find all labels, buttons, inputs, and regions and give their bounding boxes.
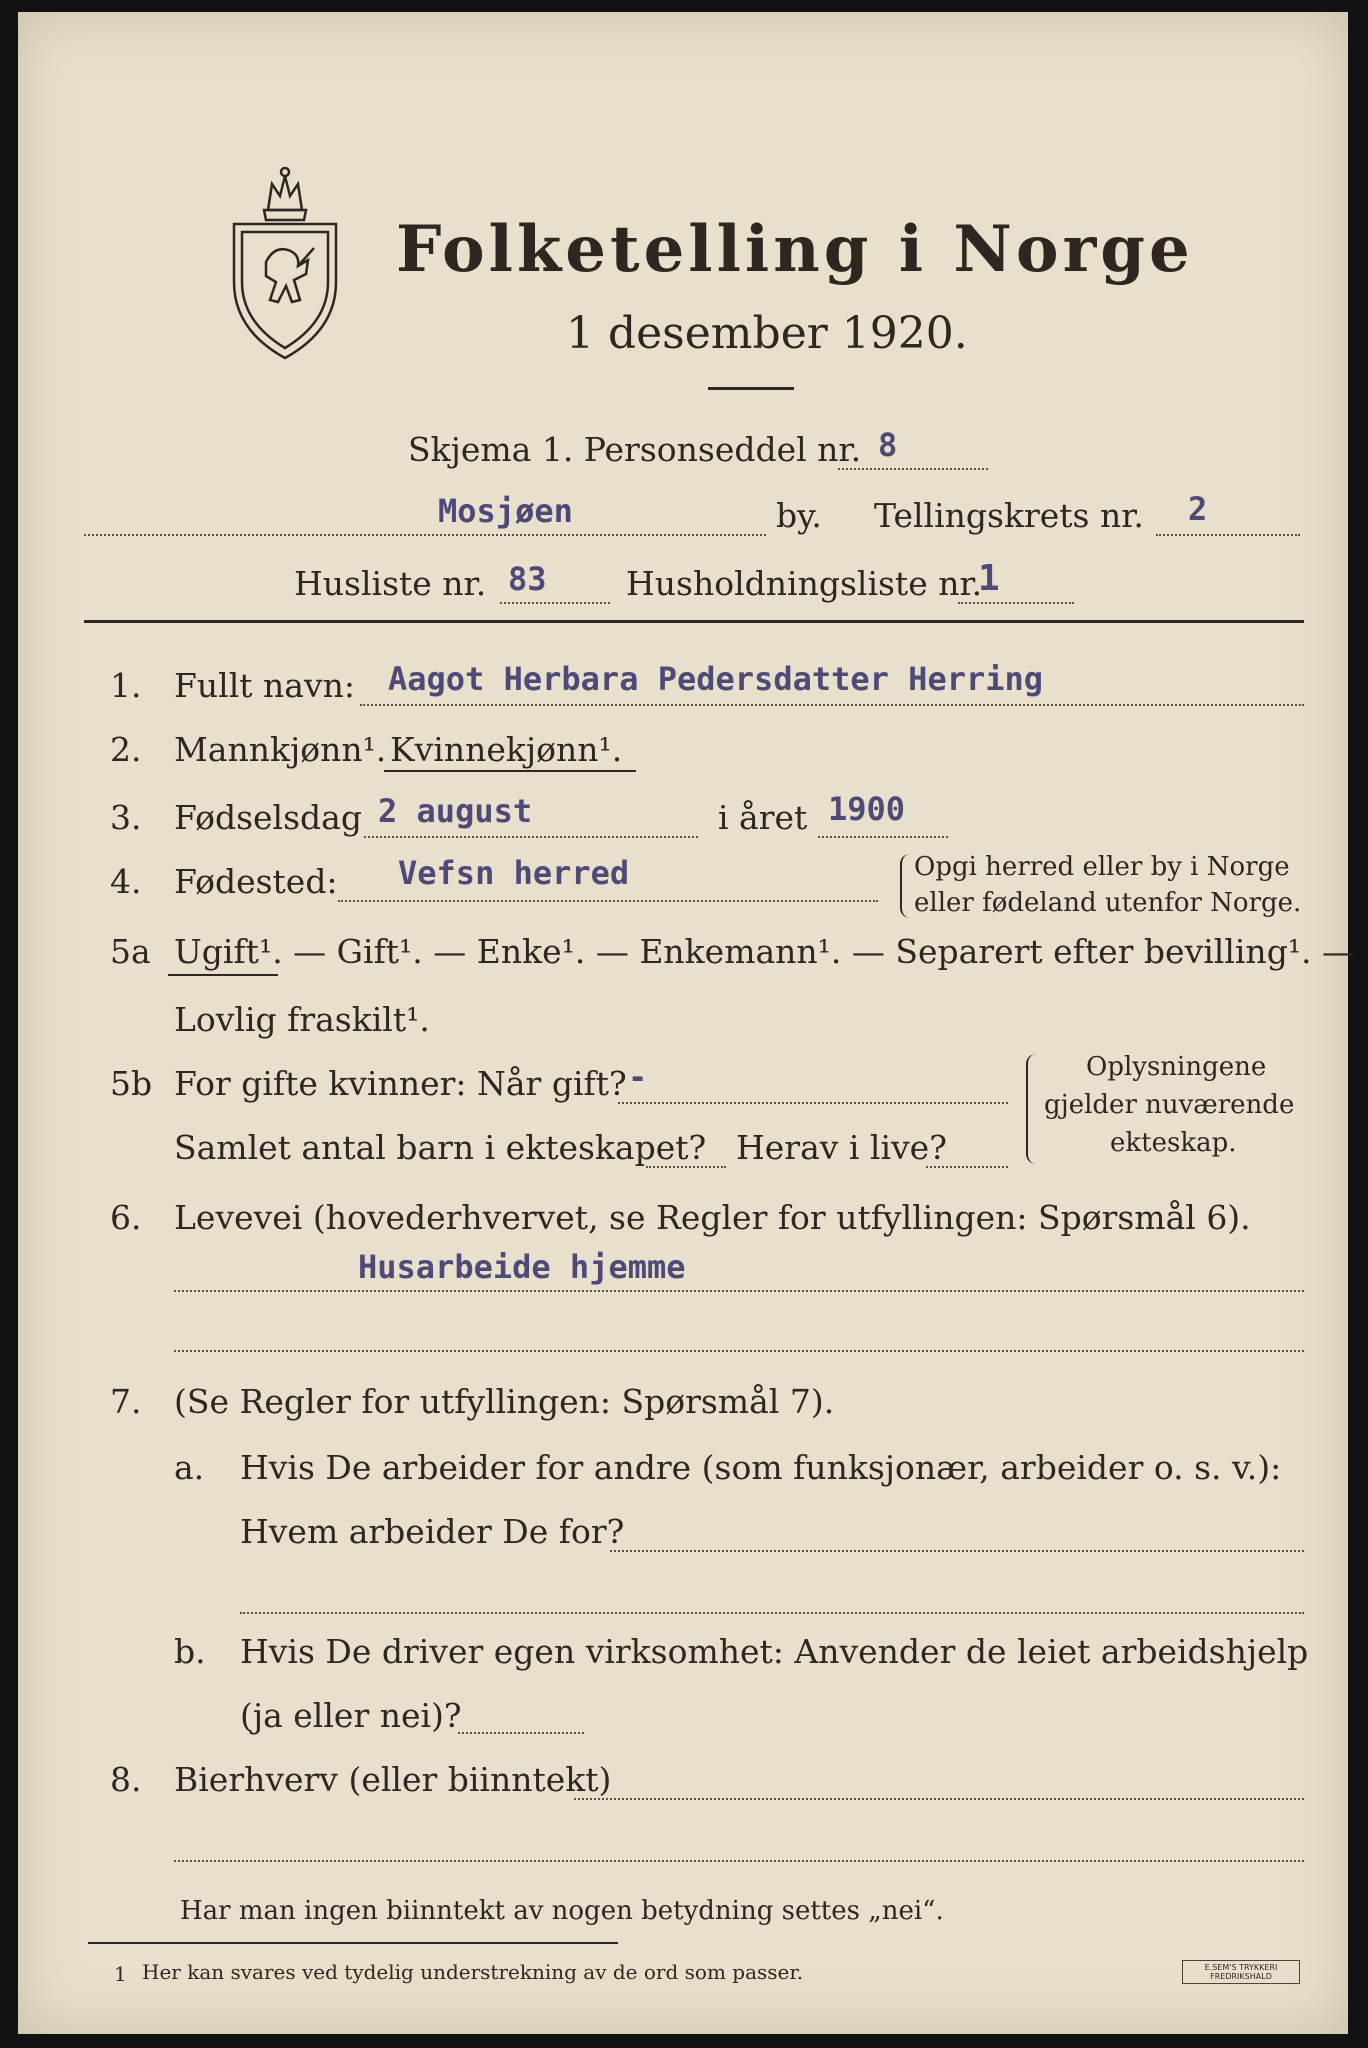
census-form-page bbox=[18, 12, 1356, 2034]
q6-number: 6. bbox=[110, 1198, 142, 1237]
printer-stamp-line2: FREDRIKSHALD bbox=[1210, 1972, 1272, 1981]
form-title: Folketelling i Norge bbox=[396, 212, 1194, 287]
q5b-married-label: For gifte kvinner: Når gift? bbox=[174, 1064, 627, 1103]
gender-female-option[interactable]: Kvinnekjønn¹. bbox=[390, 730, 623, 769]
q8-label: Bierhverv (eller biinntekt) bbox=[174, 1760, 612, 1799]
by-label: by. bbox=[776, 496, 822, 535]
q3-label: Fødselsdag bbox=[174, 798, 362, 837]
husholdning-label: Husholdningsliste nr. bbox=[626, 564, 983, 603]
q4-note-line2: eller fødeland utenfor Norge. bbox=[914, 888, 1302, 918]
footnote-rule bbox=[88, 1942, 618, 1944]
q3-year-label: i året bbox=[718, 798, 808, 837]
birthplace-field[interactable] bbox=[338, 900, 878, 902]
by-field[interactable] bbox=[84, 534, 766, 536]
side-income-field[interactable] bbox=[574, 1798, 1304, 1800]
title-divider bbox=[708, 387, 794, 390]
header-rule bbox=[84, 620, 1304, 623]
q5b-note-line1: Oplysningene bbox=[1086, 1052, 1267, 1082]
q7b-line2: (ja eller nei)? bbox=[240, 1696, 462, 1735]
q7a-line2: Hvem arbeider De for? bbox=[240, 1512, 625, 1551]
q7-label: (Se Regler for utfyllingen: Spørsmål 7). bbox=[174, 1382, 835, 1421]
q5b-children-label: Samlet antal barn i ekteskapet? bbox=[174, 1128, 707, 1167]
birthday-field[interactable] bbox=[364, 836, 698, 838]
norway-coat-of-arms-icon bbox=[228, 162, 343, 362]
husholdning-value: 1 bbox=[978, 558, 1000, 599]
q2-number: 2. bbox=[110, 730, 142, 769]
birth-year-field[interactable] bbox=[818, 836, 948, 838]
marital-status-underline bbox=[168, 974, 278, 976]
q5b-note-brace bbox=[1026, 1054, 1038, 1164]
tellingskrets-label: Tellingskrets nr. bbox=[874, 496, 1144, 535]
hired-help-field[interactable] bbox=[458, 1732, 584, 1734]
full-name-field[interactable] bbox=[360, 704, 1304, 706]
q7a-number: a. bbox=[174, 1448, 205, 1487]
census-date: 1 desember 1920. bbox=[566, 308, 968, 359]
birth-year-value: 1900 bbox=[828, 790, 906, 828]
gender-male-option[interactable]: Mannkjønn¹. bbox=[174, 730, 387, 769]
q7b-number: b. bbox=[174, 1632, 206, 1671]
q3-number: 3. bbox=[110, 798, 142, 837]
gender-female-underline bbox=[384, 770, 636, 772]
occupation-value: Husarbeide hjemme bbox=[358, 1248, 686, 1286]
q4-number: 4. bbox=[110, 862, 142, 901]
footnote-number: 1 bbox=[114, 1962, 127, 1986]
q8-note: Har man ingen biinntekt av nogen betydning settes „nei“. bbox=[180, 1896, 944, 1926]
birthday-value: 2 august bbox=[378, 792, 533, 830]
children-total-field[interactable] bbox=[646, 1166, 726, 1168]
q7b-line1: Hvis De driver egen virksomhet: Anvender de leiet arbeidshjelp bbox=[240, 1632, 1309, 1671]
by-value: Mosjøen bbox=[438, 492, 573, 530]
marital-status-divorced-option[interactable]: Lovlig fraskilt¹. bbox=[174, 1000, 430, 1039]
married-when-value: - bbox=[628, 1058, 648, 1096]
tellingskrets-value: 2 bbox=[1188, 490, 1208, 528]
husliste-label: Husliste nr. bbox=[294, 564, 487, 603]
q4-label: Fødested: bbox=[174, 862, 338, 901]
q1-label: Fullt navn: bbox=[174, 666, 355, 705]
skjema-nr-field[interactable] bbox=[838, 468, 988, 470]
marital-status-options[interactable]: Ugift¹. — Gift¹. — Enke¹. — Enkemann¹. — Separert efter bevilling¹. — bbox=[174, 932, 1356, 971]
skjema-nr-value: 8 bbox=[878, 426, 898, 464]
skjema-label: Skjema 1. Personseddel nr. bbox=[408, 430, 862, 469]
q7a-line1: Hvis De arbeider for andre (som funksjonær, arbeider o. s. v.): bbox=[240, 1448, 1282, 1487]
married-when-field[interactable] bbox=[618, 1102, 1008, 1104]
q6-label: Levevei (hovederhvervet, se Regler for utfyllingen: Spørsmål 6). bbox=[174, 1198, 1251, 1237]
tellingskrets-field[interactable] bbox=[1156, 534, 1300, 536]
footnote-text: Her kan svares ved tydelig understrekning av de ord som passer. bbox=[142, 1960, 804, 1984]
employer-field[interactable] bbox=[610, 1550, 1304, 1552]
q4-note-brace bbox=[900, 854, 910, 918]
husholdning-field[interactable] bbox=[958, 602, 1074, 604]
q4-note-line1: Opgi herred eller by i Norge bbox=[914, 852, 1290, 882]
side-income-field-line2[interactable] bbox=[174, 1860, 1304, 1862]
q8-number: 8. bbox=[110, 1760, 142, 1799]
q5a-number: 5a bbox=[110, 932, 151, 971]
q5b-number: 5b bbox=[110, 1064, 153, 1103]
children-alive-field[interactable] bbox=[926, 1166, 1008, 1168]
q5b-note-line2: gjelder nuværende bbox=[1044, 1090, 1295, 1120]
printer-stamp bbox=[1182, 1960, 1300, 1984]
birthplace-value: Vefsn herred bbox=[398, 854, 630, 892]
husliste-value: 83 bbox=[508, 560, 547, 598]
q5b-alive-label: Herav i live? bbox=[736, 1128, 947, 1167]
employer-field-line2[interactable] bbox=[240, 1612, 1304, 1614]
q1-number: 1. bbox=[110, 666, 142, 705]
husliste-field[interactable] bbox=[500, 602, 610, 604]
full-name-value: Aagot Herbara Pedersdatter Herring bbox=[388, 660, 1044, 698]
occupation-field[interactable] bbox=[174, 1290, 1304, 1292]
occupation-field-line2[interactable] bbox=[174, 1350, 1304, 1352]
q7-number: 7. bbox=[110, 1382, 142, 1421]
printer-stamp-line1: E.SEM'S TRYKKERI bbox=[1204, 1963, 1278, 1972]
q5b-note-line3: ekteskap. bbox=[1110, 1128, 1237, 1158]
